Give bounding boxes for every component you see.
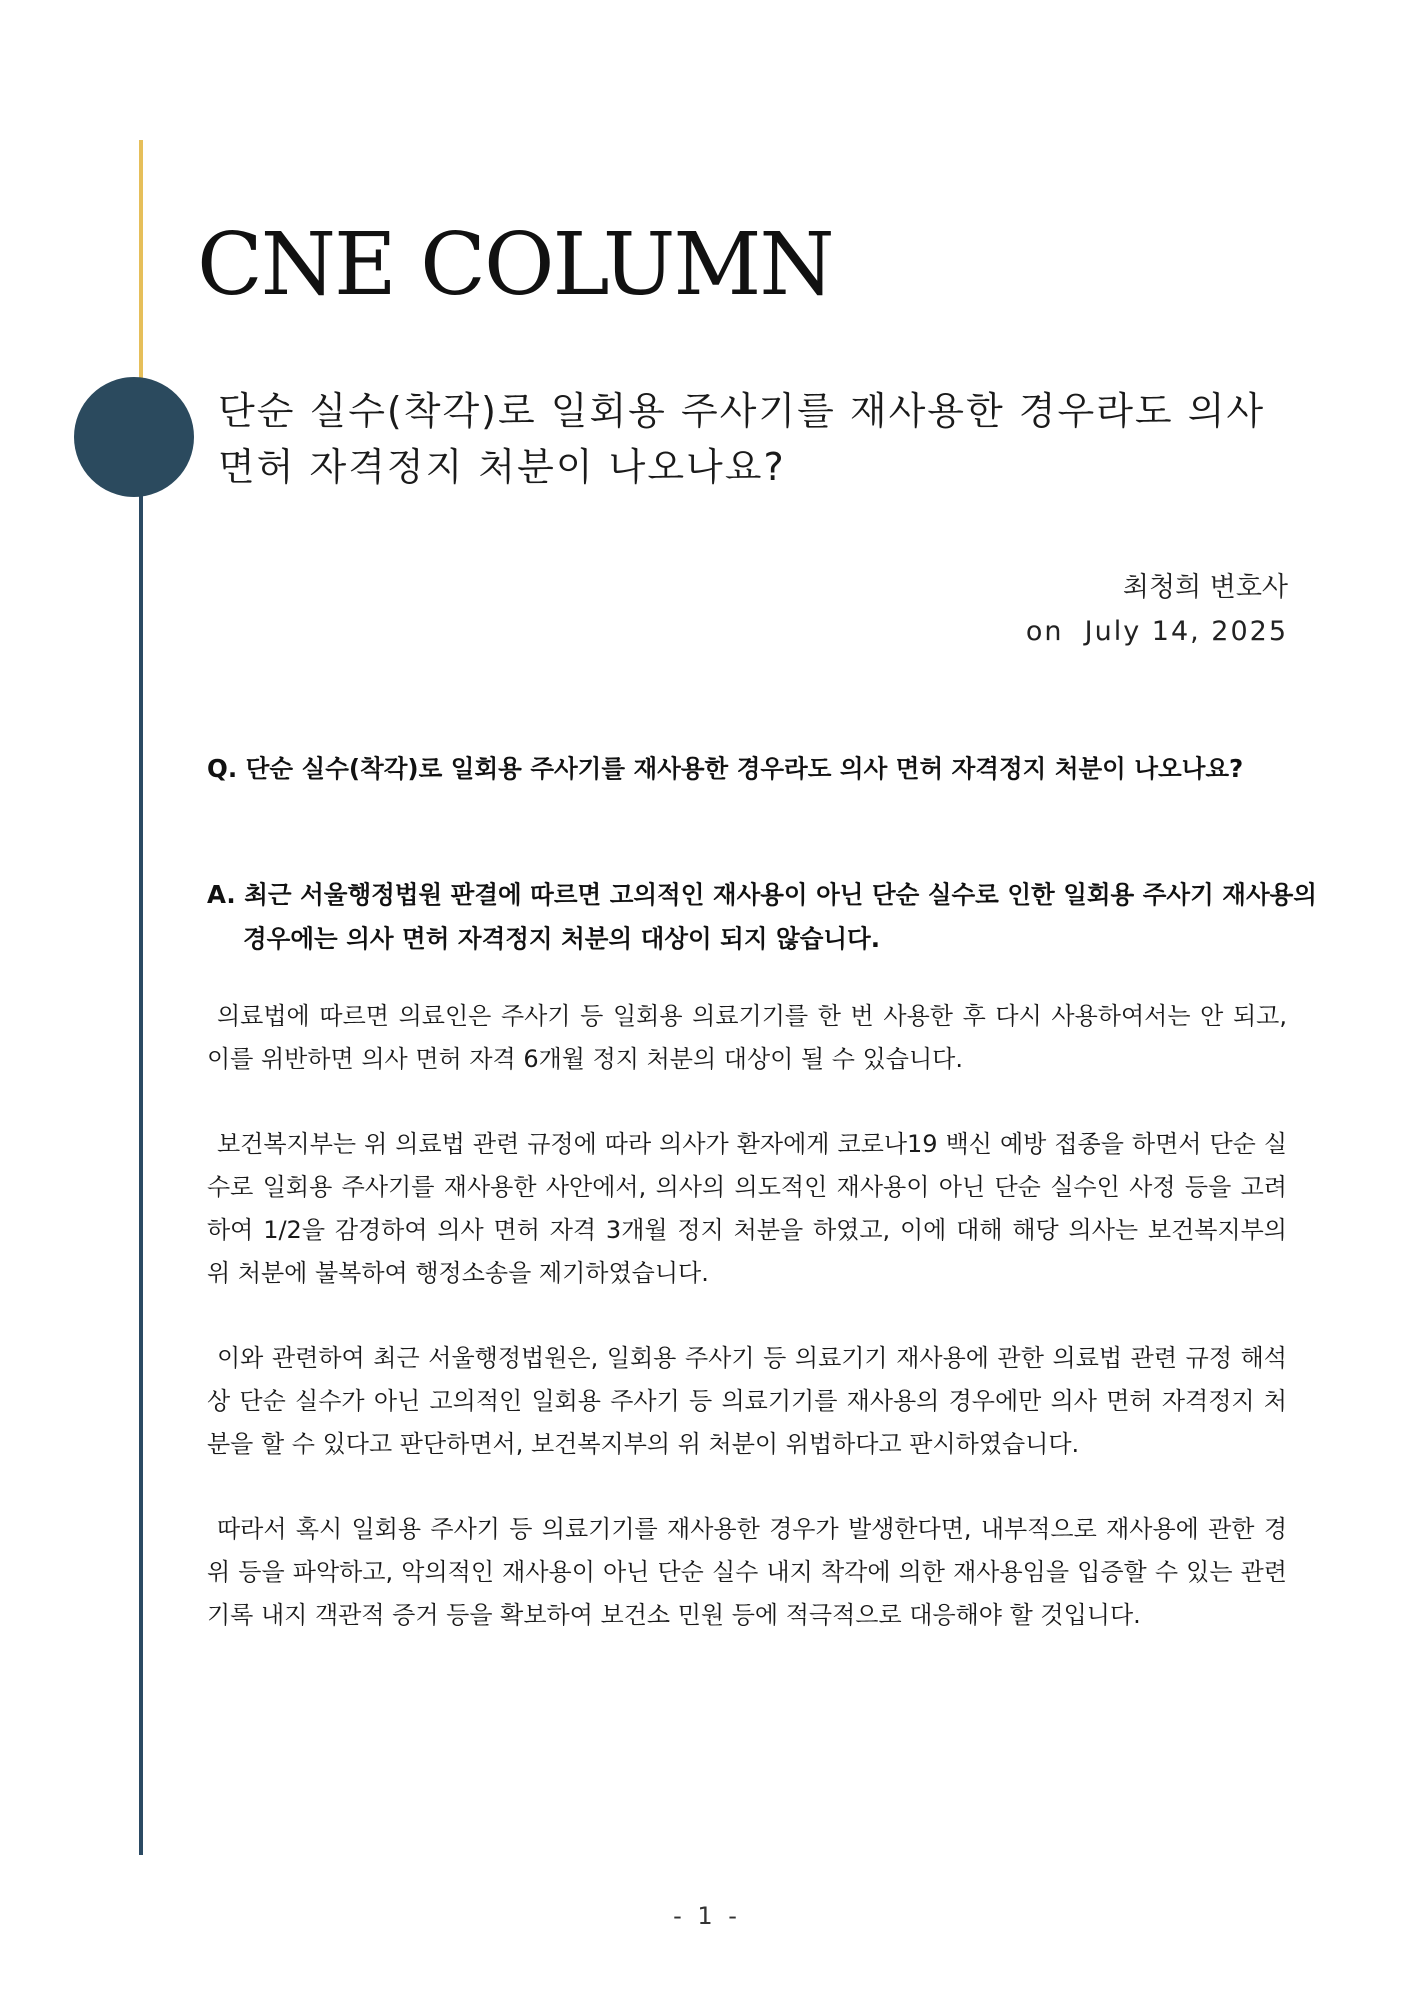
paragraph: 따라서 혹시 일회용 주사기 등 의료기기를 재사용한 경우가 발생한다면, 내부적으로 재사용에 관한 경위 등을 파악하고, 악의적인 재사용이 아닌 단순 실수 내지 착각에 의한 재사용임을 입증할 수 있는 관련 기록 내지 객관적 증거 등을 확보하여 보건소 민원 등에 적극적으로 대응해야 할 것입니다.	[207, 1515, 1287, 1629]
answer: A. 최근 서울행정법원 판결에 따르면 고의적인 재사용이 아닌 단순 실수로 인한 일회용 주사기 재사용의 경우에는 의사 면허 자격정지 처분의 대상이 되지 않습니다.	[207, 880, 1317, 953]
byline	[1026, 566, 1288, 654]
paragraph: 의료법에 따르면 의료인은 주사기 등 일회용 의료기기를 한 번 사용한 후 다시 사용하여서는 안 되고, 이를 위반하면 의사 면허 자격 6개월 정지 처분의 대상이 될 수 있습니다.	[207, 1002, 1287, 1073]
page-number: - 1 -	[673, 1902, 741, 1930]
navy-accent-line	[139, 440, 143, 1855]
question: Q. 단순 실수(착각)로 일회용 주사기를 재사용한 경우라도 의사 면허 자격정지 처분이 나오나요?	[207, 754, 1244, 783]
article-body	[207, 995, 1287, 1679]
paragraph: 보건복지부는 위 의료법 관련 규정에 따라 의사가 환자에게 코로나19 백신 예방 접종을 하면서 단순 실수로 일회용 주사기를 재사용한 사안에서, 의사의 의도적인 재사용이 아닌 단순 실수인 사정 등을 고려하여 1/2을 감경하여 의사 면허 자격 3개월 정지 처분을 하였고, 이에 대해 해당 의사는 보건복지부의 위 처분에 불복하여 행정소송을 제기하였습니다.	[207, 1130, 1287, 1287]
paragraph: 이와 관련하여 최근 서울행정법원은, 일회용 주사기 등 의료기기 재사용에 관한 의료법 관련 규정 해석상 단순 실수가 아닌 고의적인 일회용 주사기 등 의료기기를 재사용의 경우에만 의사 면허 자격정지 처분을 할 수 있다고 판단하면서, 보건복지부의 위 처분이 위법하다고 판시하였습니다.	[207, 1344, 1287, 1458]
navy-circle-marker	[74, 377, 194, 497]
column-title: CNE COLUMN	[197, 215, 833, 315]
author: 최청희 변호사	[1122, 572, 1288, 603]
headline: 단순 실수(착각)로 일회용 주사기를 재사용한 경우라도 의사 면허 자격정지 처분이 나오나요?	[218, 389, 1266, 489]
publish-date: on July 14, 2025	[1025, 616, 1288, 647]
